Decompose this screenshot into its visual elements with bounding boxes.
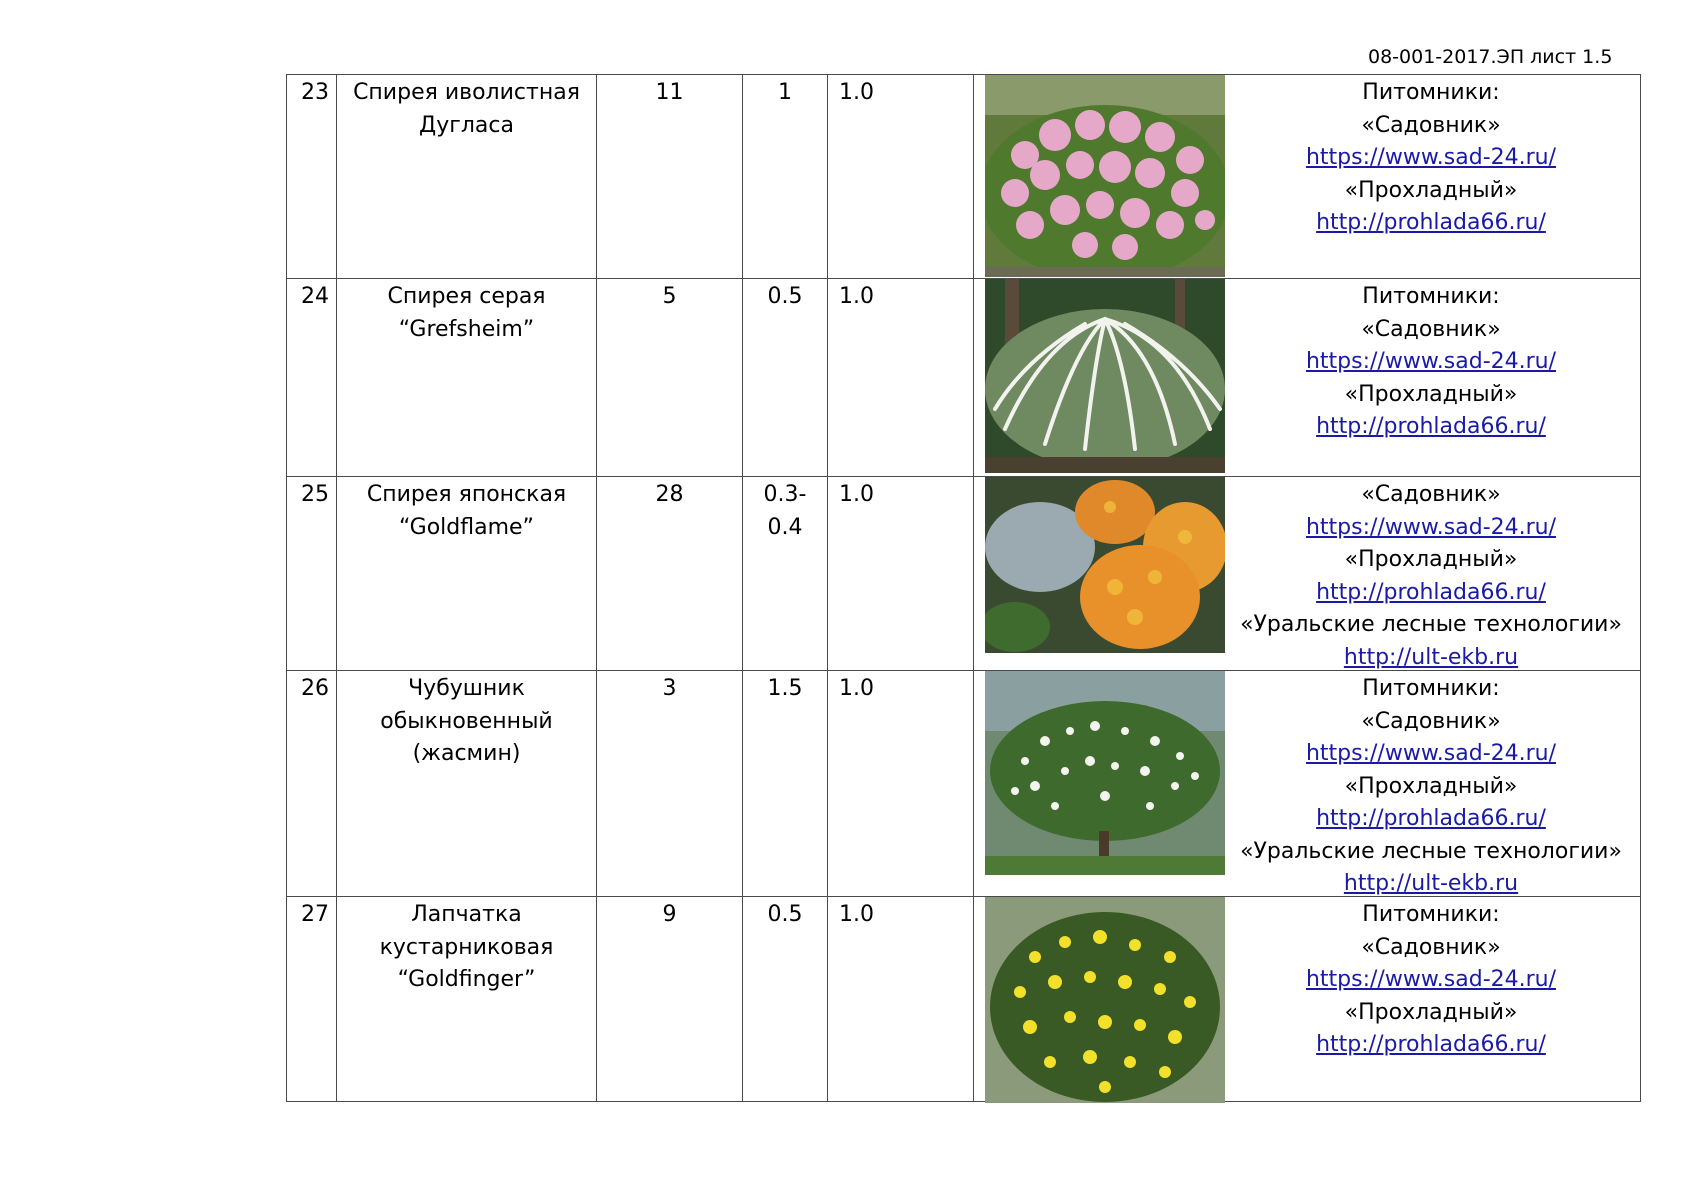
nursery-label: «Садовник» [1361,482,1501,507]
plant-name-line: Спирея иволистная [353,80,580,105]
plant-quantity: 28 [597,477,743,671]
nursery-link[interactable]: https://www.sad-24.ru/ [1305,741,1557,766]
plant-height-line: 1 [778,80,792,105]
plant-quantity: 11 [597,75,743,279]
nursery-label: «Прохладный» [1344,773,1518,799]
plant-name-line: “Goldflame” [399,514,534,540]
plant-height-line: 1.5 [767,676,803,701]
plant-height [743,477,828,671]
orange-spirea-shrubs-photo [985,477,1225,664]
nursery-link[interactable]: http://prohlada66.ru/ [1316,806,1546,831]
nursery-label: «Уральские лесные технологии» [1240,838,1622,864]
pink-spirea-bush-photo [985,75,1225,288]
plant-quantity: 5 [597,279,743,477]
nursery-label: «Прохладный» [1344,177,1518,203]
plant-name-line: “Grefsheim” [398,316,535,342]
plant-name-line: Лапчатка [411,902,522,927]
plant-diameter: 1.0 [828,671,974,897]
nursery-link[interactable]: http://prohlada66.ru/ [1316,1032,1546,1057]
nursery-link[interactable]: http://ult-ekb.ru [1343,644,1519,670]
plant-name [337,897,597,1102]
nursery-label: «Садовник» [1361,316,1501,342]
nursery-label: «Прохладный» [1344,381,1518,407]
nursery-list [1222,479,1640,674]
plant-name-line: Дугласа [419,112,514,138]
plant-height [743,671,828,897]
nursery-label: «Уральские лесные технологии» [1240,612,1622,637]
table-row [287,671,1641,897]
nursery-label: «Прохладный» [1344,547,1518,572]
nursery-link[interactable]: http://ult-ekb.ru [1343,871,1519,896]
row-number: 25 [287,477,337,671]
photo-and-nurseries [974,671,1641,897]
nursery-list [1222,899,1640,1062]
plant-height-line: 0.5 [767,284,803,309]
nursery-label: Питомники: [1362,902,1500,927]
nursery-label: «Садовник» [1361,934,1501,960]
plant-diameter: 1.0 [828,477,974,671]
nursery-label: Питомники: [1362,284,1500,309]
table-row [287,897,1641,1102]
photo-and-nurseries [974,279,1641,477]
plant-height-line: 0.4 [767,514,803,540]
plant-name-line: Спирея серая [387,284,546,309]
nursery-label: Питомники: [1362,80,1500,105]
table-row [287,279,1641,477]
plants-table [286,74,1641,1102]
nursery-list [1222,77,1640,240]
jasmine-shrub-photo [985,671,1225,886]
plant-quantity: 3 [597,671,743,897]
nursery-link[interactable]: https://www.sad-24.ru/ [1305,349,1557,374]
white-spirea-bush-photo [985,279,1225,484]
table-row [287,75,1641,279]
plant-name-line: “Goldfinger” [397,967,536,992]
nursery-link[interactable]: https://www.sad-24.ru/ [1305,145,1557,170]
plant-diameter: 1.0 [828,75,974,279]
nursery-list [1222,673,1640,901]
plant-name-line: Чубушник [408,676,525,701]
nursery-label: «Садовник» [1361,112,1501,138]
plant-name-line: кустарниковая [379,934,554,960]
nursery-label: Питомники: [1362,676,1500,701]
plant-height [743,279,828,477]
plant-name [337,477,597,671]
plant-name [337,671,597,897]
yellow-potentilla-shrub-photo [985,897,1225,1114]
nursery-link[interactable]: https://www.sad-24.ru/ [1305,514,1557,540]
nursery-link[interactable]: https://www.sad-24.ru/ [1305,967,1557,992]
photo-and-nurseries [974,897,1641,1102]
row-number: 23 [287,75,337,279]
nursery-link[interactable]: http://prohlada66.ru/ [1316,579,1546,605]
plant-height-line: 0.5 [767,902,803,927]
sheet-code: 08-001-2017.ЭП лист 1.5 [1368,46,1613,68]
plant-diameter: 1.0 [828,897,974,1102]
row-number: 27 [287,897,337,1102]
plant-name [337,75,597,279]
photo-and-nurseries [974,75,1641,279]
plant-name-line: Спирея японская [366,482,567,507]
nursery-link[interactable]: http://prohlada66.ru/ [1316,414,1546,439]
nursery-label: «Садовник» [1361,708,1501,734]
row-number: 26 [287,671,337,897]
row-number: 24 [287,279,337,477]
plant-name-line: обыкновенный [380,708,553,734]
plant-height-line: 0.3- [763,482,807,507]
nursery-label: «Прохладный» [1344,999,1518,1025]
table-row [287,477,1641,671]
nursery-link[interactable]: http://prohlada66.ru/ [1316,210,1546,235]
plant-height [743,897,828,1102]
plant-diameter: 1.0 [828,279,974,477]
plant-height [743,75,828,279]
plant-quantity: 9 [597,897,743,1102]
plant-name-line: (жасмин) [412,741,521,766]
plant-name [337,279,597,477]
nursery-list [1222,281,1640,444]
photo-and-nurseries [974,477,1641,671]
